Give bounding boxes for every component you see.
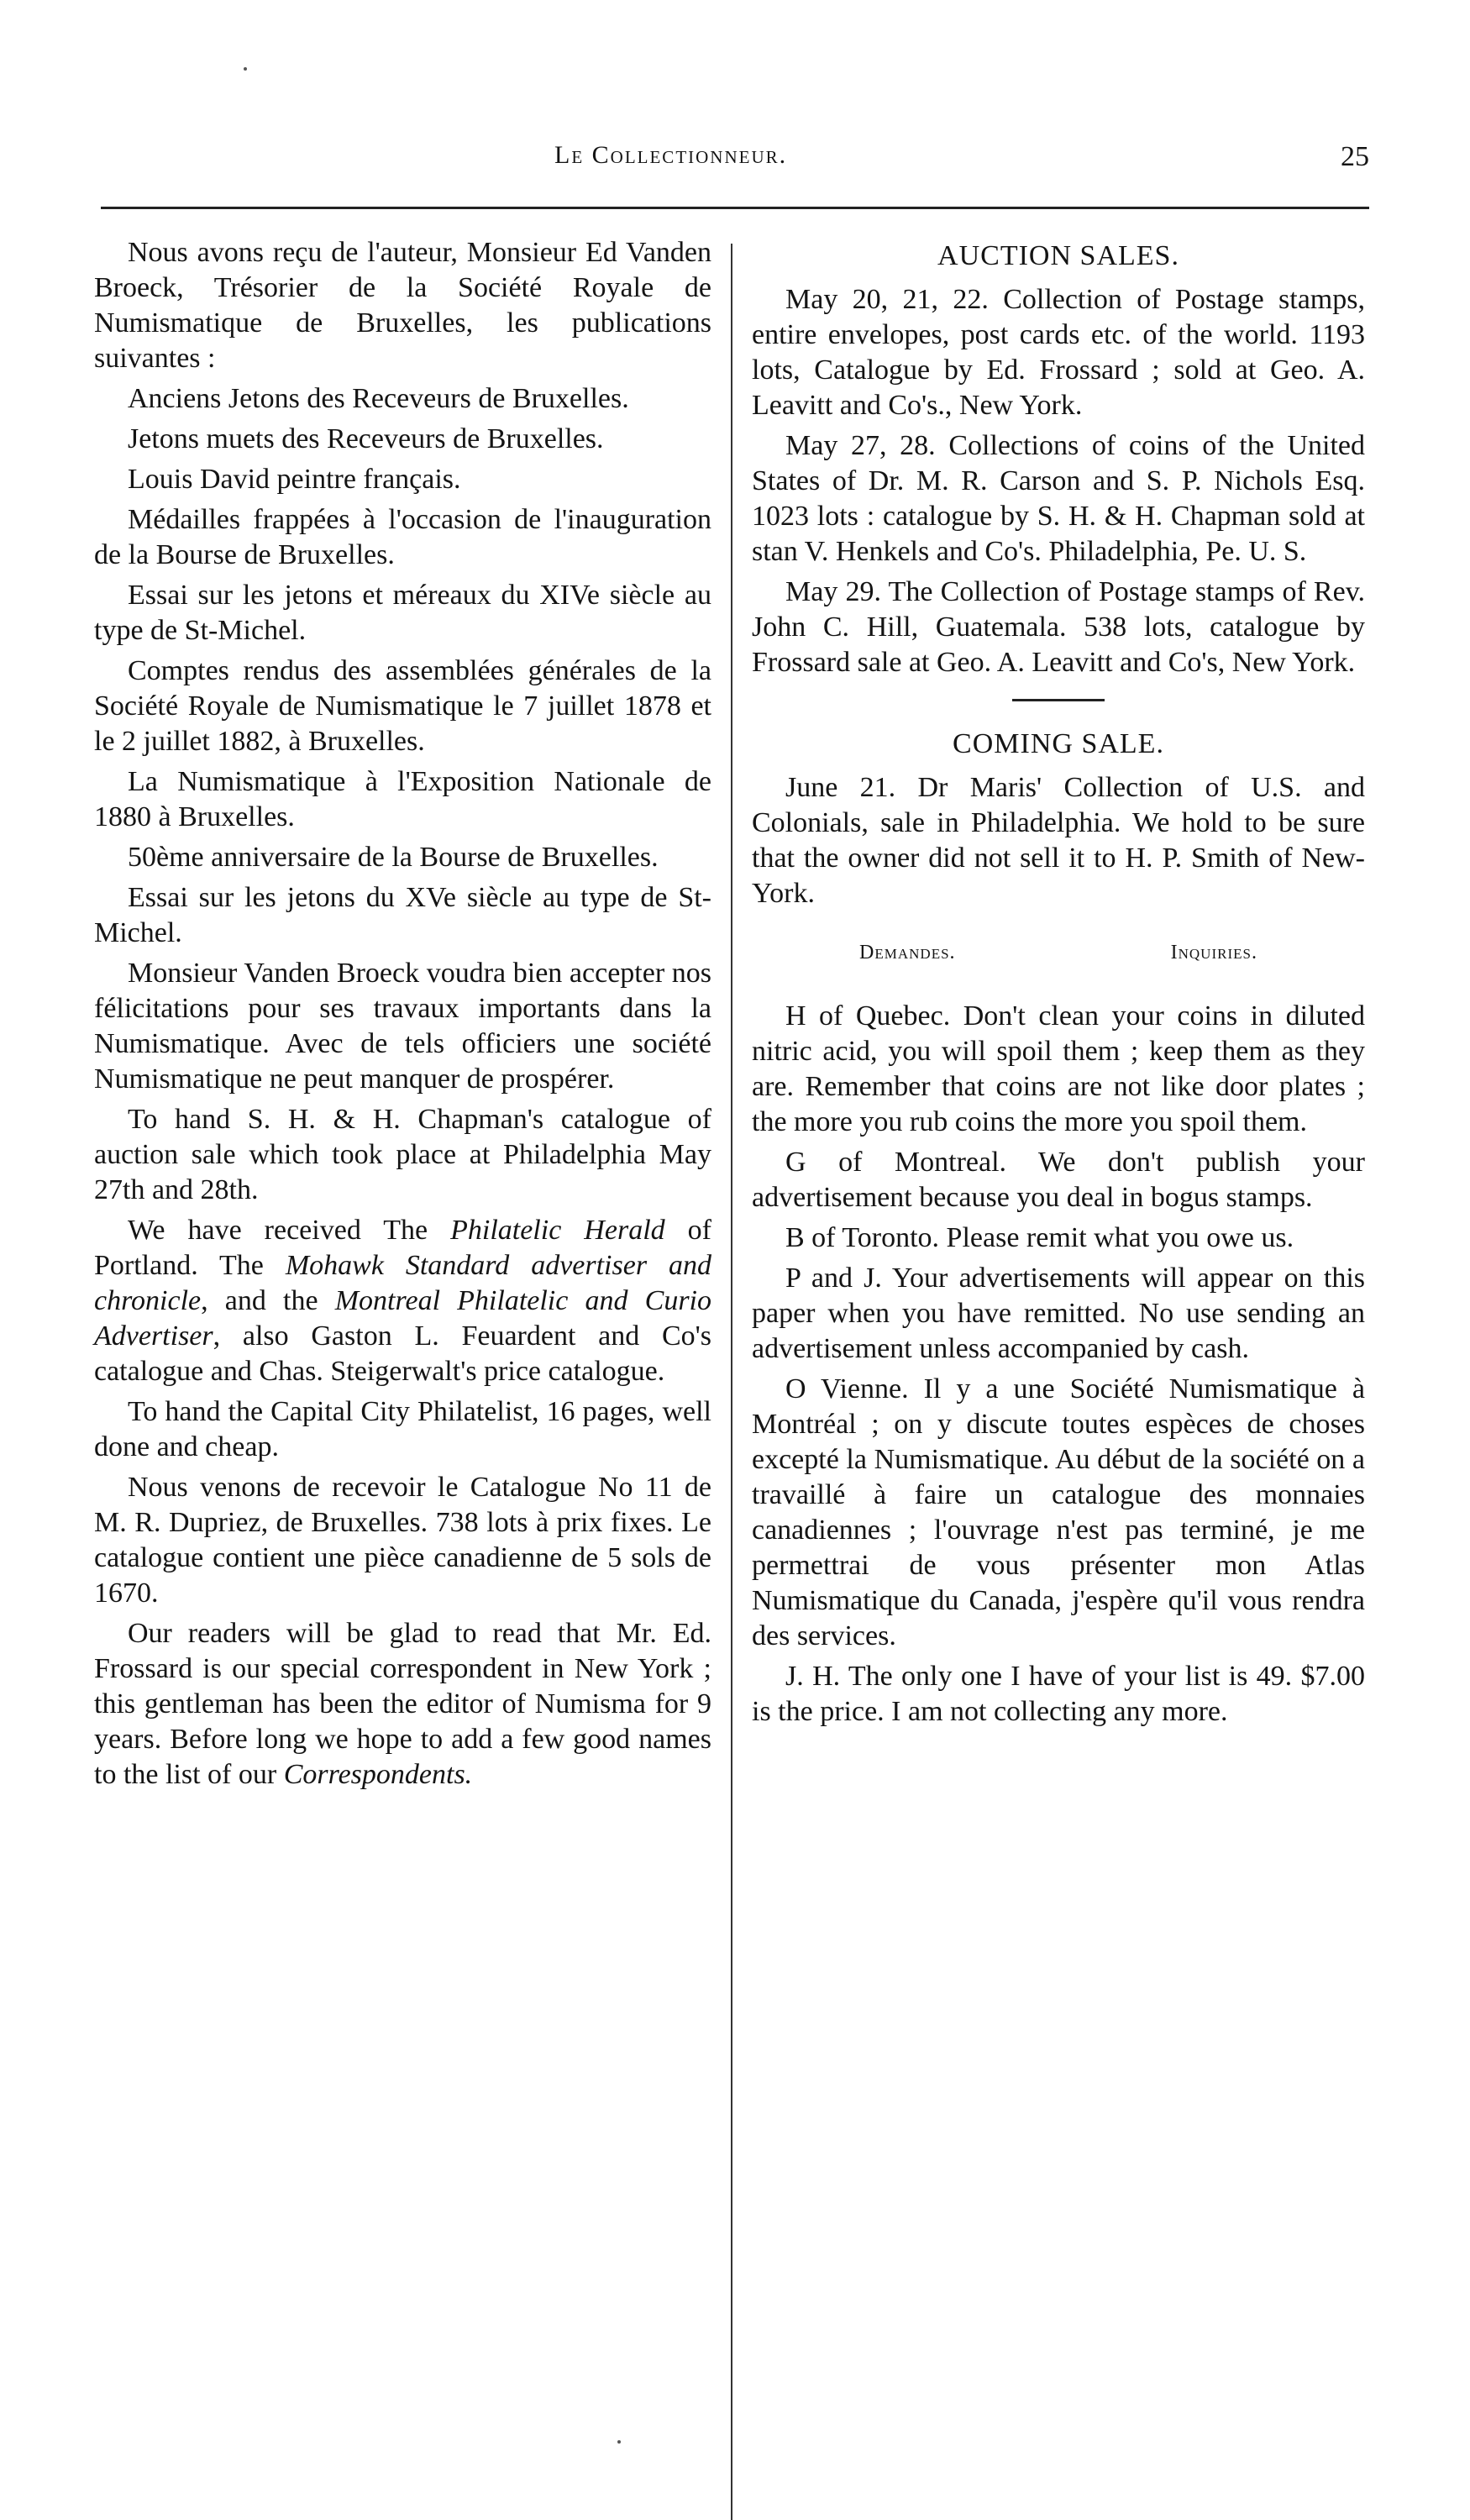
inquiry-entry: P and J. Your advertisements will appear on this paper when you have remitted. No use sending an advertisement unless accompanied by cash.: [752, 1263, 1365, 1364]
column-divider: [731, 244, 732, 2520]
coming-sale-entry: June 21. Dr Maris' Collection of U.S. and Colonials, sale in Philadelphia. We hold to be sure that the owner did not sell it to H. P. Smith of New-York.: [752, 772, 1365, 909]
paragraph: To hand S. H. & H. Chapman's catalogue of auction sale which took place at Philadelphia May 27th and 28th.: [94, 1104, 711, 1205]
text-run: We have received The: [128, 1215, 451, 1246]
paragraph: To hand the Capital City Philatelist, 16 pages, well done and cheap.: [94, 1396, 711, 1462]
stray-dot: [244, 67, 247, 71]
section-rule: [1012, 699, 1105, 701]
demandes-heading: Demandes.: [859, 942, 956, 963]
coming-sale-heading: COMING SALE.: [953, 728, 1164, 759]
publication-title: Mohawk Standard advertiser and chronicle: [94, 1250, 711, 1316]
auction-entry: May 29. The Collection of Postage stamps of Rev. John C. Hill, Guatemala. 538 lots, catalogue by Frossard sale at Geo. A. Leavitt and Co's, New York.: [752, 576, 1365, 678]
paragraph: La Numismatique à l'Exposition Nationale de 1880 à Bruxelles.: [94, 766, 711, 832]
page-header: [101, 134, 1369, 185]
inquiry-entry: B of Toronto. Please remit what you owe us.: [785, 1222, 1294, 1253]
inquiry-entry: H of Quebec. Don't clean your coins in diluted nitric acid, you will spoil them ; keep them as they are. Remember that coins are not like door plates ; the more you rub coins the more you spoil them.: [752, 1000, 1365, 1137]
paragraph: Médailles frappées à l'occasion de l'inauguration de la Bourse de Bruxelles.: [94, 504, 711, 570]
auction-sales-heading: AUCTION SALES.: [937, 240, 1179, 271]
publication-title: Philatelic Herald: [450, 1215, 665, 1246]
paragraph: 50ème anniversaire de la Bourse de Bruxelles.: [128, 842, 659, 873]
inquiry-entry: O Vienne. Il y a une Société Numismatique à Montréal ; on y discute toutes espèces de choses excepté la Numismatique. Au début de la société on a travaillé à faire un catalogue des monnaies canadiennes ; l'ouvrage n'est pas terminé, je me permettrai de vous présenter mon Atlas Numismatique du Canada, j'espère qu'il vous rendra des services.: [752, 1373, 1365, 1651]
text-run: , also Gaston L. Feuardent and Co's catalogue and Chas. Steigerwalt's price catalogue.: [94, 1320, 711, 1387]
auction-entry: May 27, 28. Collections of coins of the United States of Dr. M. R. Carson and S. P. Nichols Esq. 1023 lots : catalogue by S. H. & H. Chapman sold at stan V. Henkels and Co's. Philadelphia, Pe. U. S.: [752, 430, 1365, 567]
inquiry-entry: J. H. The only one I have of your list is 49. $7.00 is the price. I am not collecting any more.: [752, 1661, 1365, 1727]
inquiries-heading-row: [752, 935, 1365, 970]
paragraph: [94, 1616, 711, 1793]
paragraph: Nous venons de recevoir le Catalogue No 11 de M. R. Dupriez, de Bruxelles. 738 lots à prix fixes. Le catalogue contient une pièce canadienne de 5 sols de 1670.: [94, 1472, 711, 1609]
publication-title: Montreal Philatelic and Curio Advertiser: [94, 1285, 712, 1352]
right-column: [752, 235, 1365, 1735]
paragraph: Comptes rendus des assemblées générales de la Société Royale de Numismatique le 7 juillet 1878 et le 2 juillet 1882, à Bruxelles.: [94, 655, 711, 757]
running-title: Le Collectionneur.: [554, 141, 788, 169]
paragraph: Essai sur les jetons du XVe siècle au type de St-Michel.: [94, 882, 711, 948]
paragraph: Nous avons reçu de l'auteur, Monsieur Ed Vanden Broeck, Trésorier de la Société Royale de Numismatique de Bruxelles, les publications suivantes :: [94, 237, 711, 374]
text-run: of Portland. The: [94, 1215, 711, 1281]
paragraph: Anciens Jetons des Receveurs de Bruxelles.: [128, 383, 629, 414]
text-run: Our readers will be glad to read that Mr. Ed. Frossard is our special correspondent in New York ; this gentleman has been the editor of Numisma for 9 years. Before long we hope to add a few good names to the list of our: [94, 1618, 711, 1790]
paragraph: [94, 1213, 711, 1389]
page-number: 25: [1341, 141, 1369, 172]
inquiry-entry: G of Montreal. We don't publish your advertisement because you deal in bogus stamps.: [752, 1147, 1365, 1213]
left-column: [94, 235, 711, 1798]
paragraph: Jetons muets des Receveurs de Bruxelles.: [128, 423, 604, 454]
text-run: , and the: [201, 1285, 335, 1316]
paragraph: Monsieur Vanden Broeck voudra bien accepter nos félicitations pour ses travaux importants dans la Numismatique. Avec de tels officiers une société Numismatique ne peut manquer de prospérer.: [94, 958, 711, 1095]
inquiries-heading: Inquiries.: [1170, 942, 1257, 963]
header-rule: [101, 207, 1369, 209]
paragraph: Louis David peintre français.: [128, 464, 461, 495]
paragraph: Essai sur les jetons et méreaux du XIVe siècle au type de St-Michel.: [94, 580, 711, 646]
stray-dot: [617, 2440, 621, 2444]
auction-entry: May 20, 21, 22. Collection of Postage stamps, entire envelopes, post cards etc. of the world. 1193 lots, Catalogue by Ed. Frossard ; sold at Geo. A. Leavitt and Co's., New York.: [752, 284, 1365, 421]
emphasis: Correspondents.: [283, 1759, 473, 1790]
